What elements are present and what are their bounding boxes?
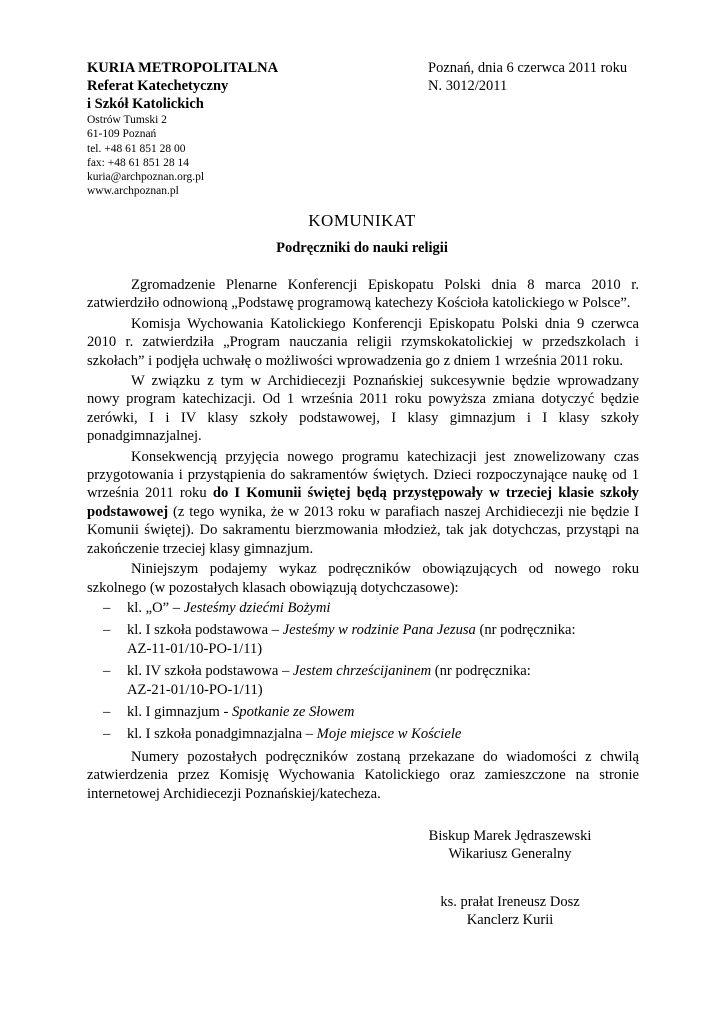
book-title: Spotkanie ze Słowem [231,703,355,720]
paragraph: Niniejszym podajemy wykaz podręczników obowiązujących od nowego roku szkolnego (w pozostałych klasach obowiązują dotychczasowe): [87,561,639,596]
item-prefix: kl. I szkoła ponadgimnazjalna – [127,726,317,743]
address-street: Ostrów Tumski 2 [87,114,167,126]
address-postal: 61-109 Poznań [87,128,157,141]
dash-bullet: – [103,663,111,680]
book-title: Jesteśmy dziećmi Bożymi [183,599,331,616]
item-prefix: kl. I szkoła podstawowa – [127,622,283,639]
dash-bullet: – [103,726,111,743]
paragraph-text: Konsekwencją przyjęcia nowego programu katechizacji jest znowelizowany czas przygotowania i przystąpienia do sakramentów świętych. Dzieci rozpoczynające naukę od 1 września 2011 roku [87,448,639,502]
signatory-role: Wikariusz Generalny [448,846,572,862]
list-item [87,662,639,699]
item-code: AZ-21-01/10-PO-1/11) [127,681,263,698]
list-item [87,703,639,721]
document-body [87,276,639,805]
org-name: KURIA METROPOLITALNA [87,60,279,76]
item-suffix: (nr podręcznika: [431,663,531,680]
paragraph: Zgromadzenie Plenarne Konferencji Episkopatu Polski dnia 8 marca 2010 r. zatwierdziło odnowioną „Podstawę programową katechezy Kościoła katolickiego w Polsce”. [87,277,639,312]
document-subtitle: Podręczniki do nauki religii [276,240,448,256]
item-prefix: kl. I gimnazjum - [127,703,232,720]
fax: fax: +48 61 851 28 14 [87,156,189,169]
reference-number: N. 3012/2011 [428,78,508,94]
signatory-name: ks. prałat Ireneusz Dosz [440,894,580,910]
org-department-2: i Szkół Katolickich [87,96,204,112]
signature-block [400,827,620,863]
list-item [87,599,639,617]
date-block [428,59,627,95]
paragraph-bold-text: do I Komunii świętej będą przystępowały w trzeciej klasie szkoły podstawowej [87,485,639,520]
sender-block [87,59,387,199]
dash-bullet: – [103,703,111,720]
paragraph: Komisja Wychowania Katolickiego Konferencji Episkopatu Polski dnia 9 czerwca 2010 r. zatwierdziła „Program nauczania religii rzymskokatolickiej w przedszkolach i szkołach” i podjęła uchwałę o możliwości wprowadzenia go z dniem 1 września 2011 roku. [87,315,639,369]
paragraph-text: (z tego wynika, że w 2013 roku w parafiach naszej Archidiecezji nie będzie I Komunii świętej). Do sakramentu bierzmowania młodzież, tak jak dotychczas, przystąpi na zakończenie trzeciej klasy gimnazjum. [87,503,639,557]
dash-bullet: – [103,622,111,639]
website: www.archpoznan.pl [87,185,179,198]
signature-block [400,893,620,929]
book-title: Moje miejsce w Kościele [316,726,462,743]
list-item [87,725,639,743]
list-item [87,621,639,658]
item-code: AZ-11-01/10-PO-1/11) [127,640,263,657]
signatory-name: Biskup Marek Jędraszewski [428,828,592,844]
textbook-list [87,599,639,744]
signatory-role: Kanclerz Kurii [466,912,554,928]
email: kuria@archpoznan.org.pl [87,171,205,184]
item-suffix: (nr podręcznika: [475,622,576,639]
place-date: Poznań, dnia 6 czerwca 2011 roku [428,60,628,76]
dash-bullet: – [103,599,111,616]
book-title: Jestem chrześcijaninem [292,663,432,680]
paragraph: Numery pozostałych podręczników zostaną przekazane do wiadomości z chwilą zatwierdzenia przez Komisję Wychowania Katolickiego oraz zamieszczone na stronie internetowej Archidiecezji Poznańskiej/katecheza. [87,748,639,802]
org-department: Referat Katechetyczny [87,78,229,94]
paragraph [87,448,639,558]
book-title: Jesteśmy w rodzinie Pana Jezusa [282,622,476,639]
phone: tel. +48 61 851 28 00 [87,142,186,155]
paragraph: W związku z tym w Archidiecezji Poznańskiej sukcesywnie będzie wprowadzany nowy program katechizacji. Od 1 września 2011 roku powyższa zmiana dotyczyć będzie zerówki, I i IV klasy szkoły podstawowej, I klasy gimnazjum i I klasy szkoły ponadgimnazjalnej. [87,373,639,445]
document-title: KOMUNIKAT [308,211,416,230]
item-prefix: kl. „O” – [127,599,184,616]
item-prefix: kl. IV szkoła podstawowa – [127,663,293,680]
